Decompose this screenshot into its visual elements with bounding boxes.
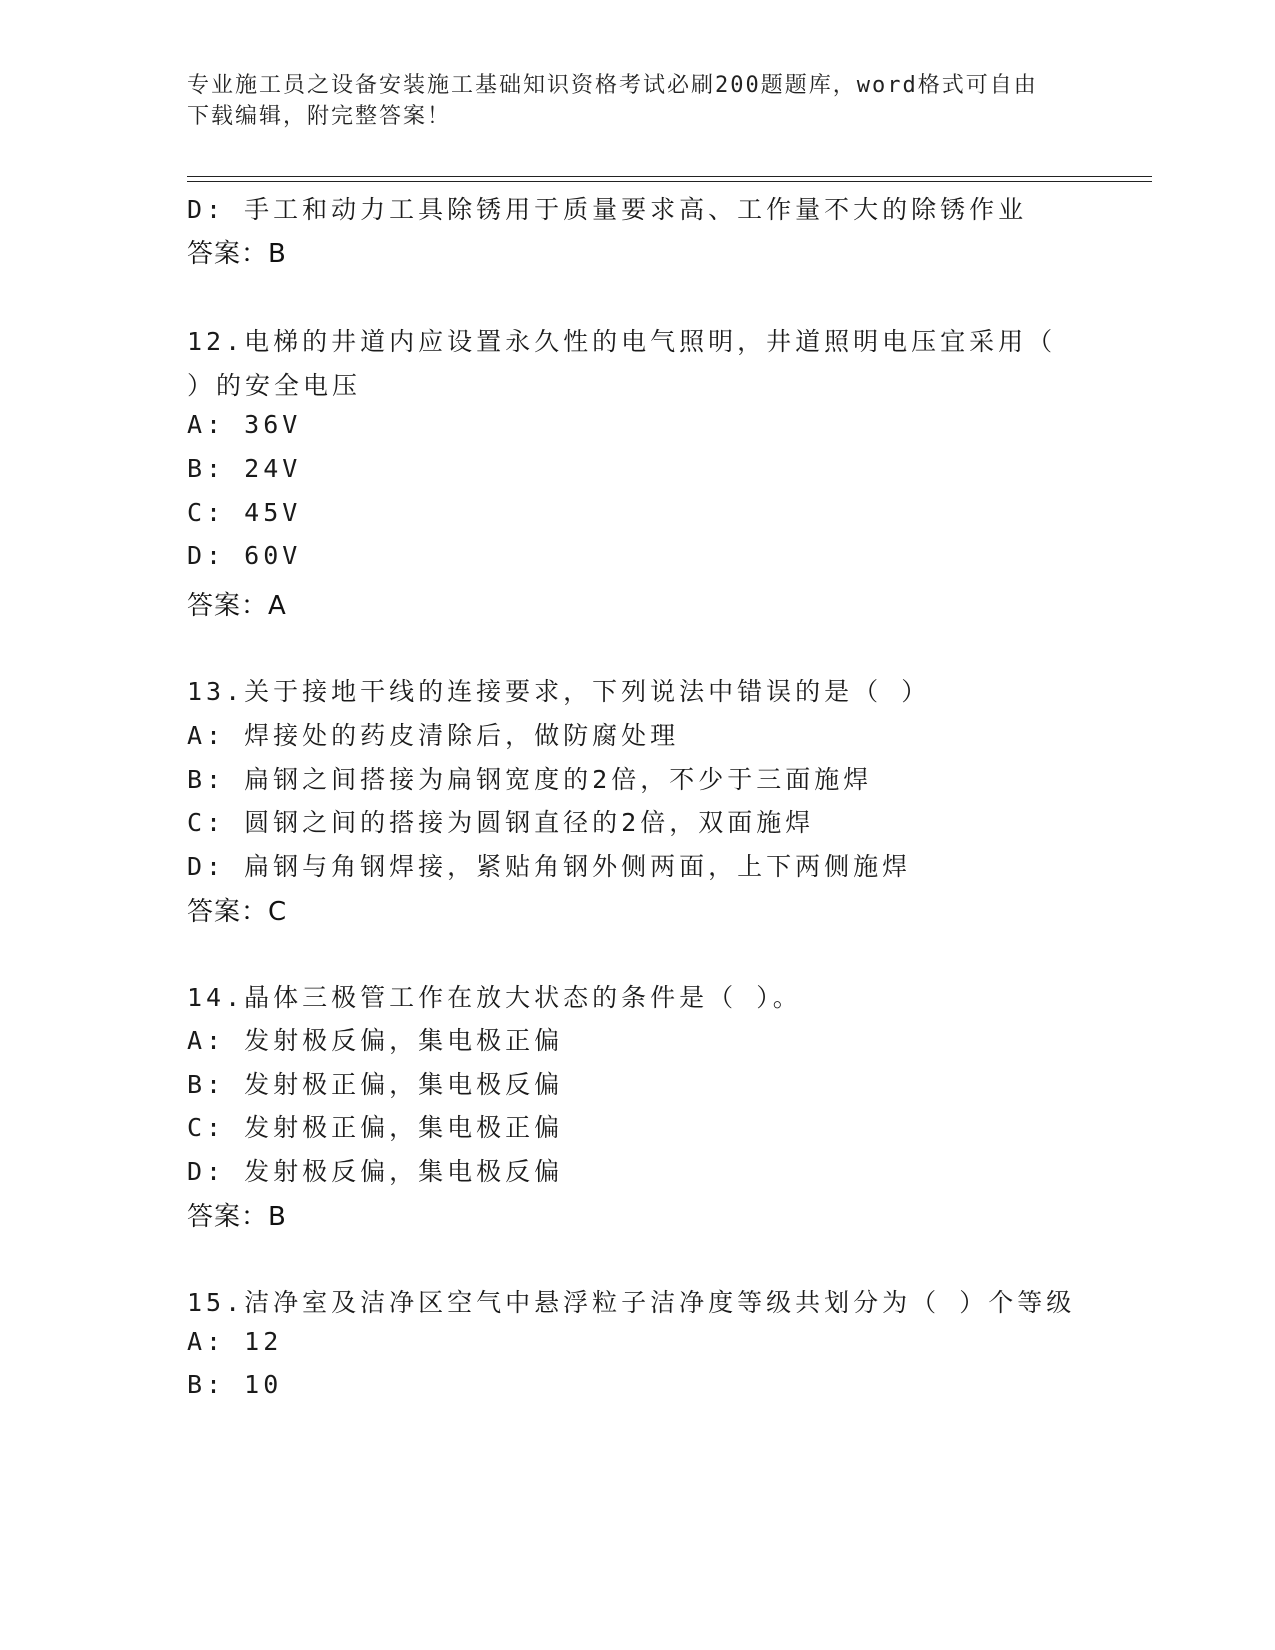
q13-answer: 答案：C [187, 897, 288, 927]
q15-option-a: A: 12 [187, 1327, 283, 1356]
q14-stem-line-1: 14.晶体三极管工作在放大状态的条件是（ ）。 [187, 983, 802, 1012]
header-divider-top [187, 176, 1152, 177]
prev-answer: 答案：B [187, 239, 287, 269]
q15-option-b: B: 10 [187, 1370, 283, 1399]
header-line-2: 下载编辑，附完整答案！ [187, 104, 452, 129]
q15-stem-line-1: 15.洁净室及洁净区空气中悬浮粒子洁净度等级共划分为（ ）个等级 [187, 1288, 1076, 1317]
q14-option-b: B: 发射极正偏，集电极反偏 [187, 1070, 564, 1099]
q12-answer: 答案：A [187, 591, 287, 621]
q12-stem-line-2: ）的安全电压 [187, 371, 362, 400]
prev-option-d: D: 手工和动力工具除锈用于质量要求高、工作量不大的除锈作业 [187, 195, 1028, 224]
q13-option-c: C: 圆钢之间的搭接为圆钢直径的2倍，双面施焊 [187, 808, 815, 837]
q12-option-d: D: 60V [187, 541, 302, 570]
q14-option-d: D: 发射极反偏，集电极反偏 [187, 1157, 564, 1186]
q13-stem-line-1: 13.关于接地干线的连接要求，下列说法中错误的是（ ） [187, 677, 931, 706]
document-header [187, 70, 1087, 132]
header-divider-bottom [187, 181, 1152, 182]
q14-option-a: A: 发射极反偏，集电极正偏 [187, 1026, 564, 1055]
q13-option-a: A: 焊接处的药皮清除后，做防腐处理 [187, 721, 680, 750]
q14-answer: 答案：B [187, 1202, 287, 1232]
q13-option-d: D: 扁钢与角钢焊接，紧贴角钢外侧两面，上下两侧施焊 [187, 852, 912, 881]
q12-stem-line-1: 12.电梯的井道内应设置永久性的电气照明，井道照明电压宜采用（ [187, 327, 1057, 356]
q12-option-b: B: 24V [187, 454, 302, 483]
header-line-1: 专业施工员之设备安装施工基础知识资格考试必刷200题题库，word格式可自由 [187, 73, 1038, 98]
q13-option-b: B: 扁钢之间搭接为扁钢宽度的2倍，不少于三面施焊 [187, 765, 873, 794]
q14-option-c: C: 发射极正偏，集电极正偏 [187, 1113, 564, 1142]
q12-option-a: A: 36V [187, 410, 302, 439]
q12-option-c: C: 45V [187, 498, 302, 527]
